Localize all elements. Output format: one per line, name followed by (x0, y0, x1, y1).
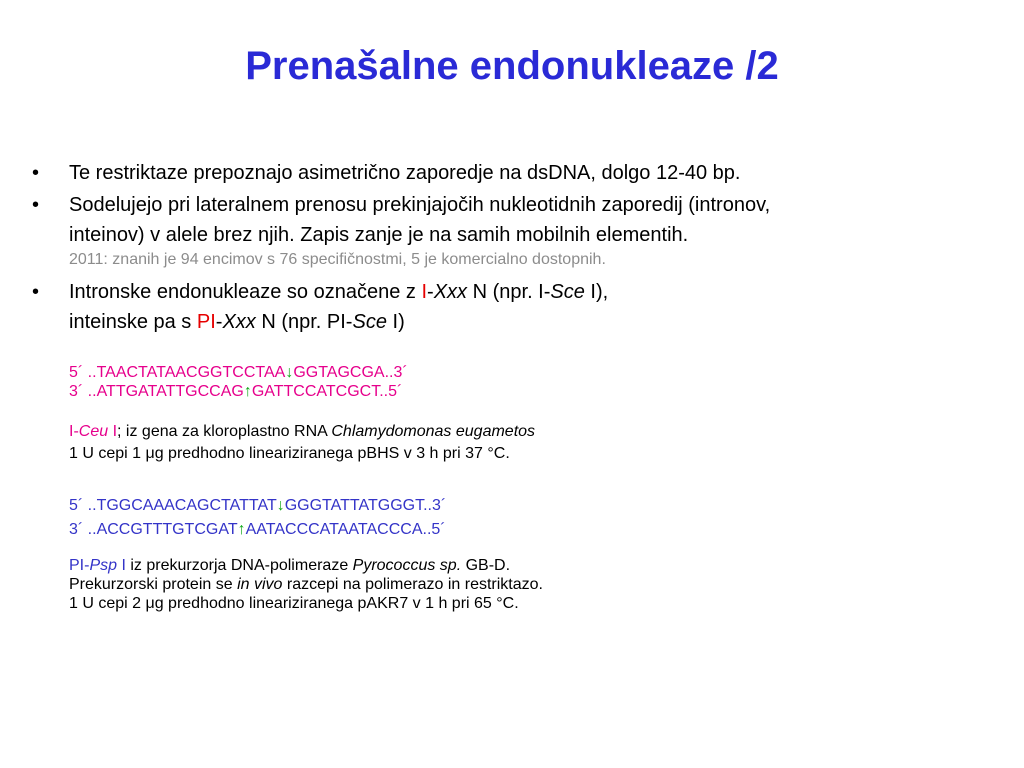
bullet-text-line: Intronske endonukleaze so označene z I-Xxx N (npr. I-Sce I), (69, 281, 609, 303)
psp-sequence (69, 494, 446, 542)
bullet-item-3 (32, 277, 1002, 337)
bullet-marker: • (32, 162, 40, 184)
ceu-description (69, 421, 535, 465)
enzyme-name: I-Ceu I (69, 423, 118, 440)
cleavage-conditions: 1 U cepi 2 μg predhodno lineariziranega pAKR7 v 1 h pri 65 °C. (69, 595, 519, 612)
organism-name: Pyrococcus sp. (352, 557, 462, 574)
bullet-marker: • (32, 194, 40, 216)
bullet-item-2 (32, 190, 1002, 271)
enzyme-name: PI-Psp I (69, 557, 126, 574)
bullet-text-line: Sodelujejo pri lateralnem prenosu prekinjajočih nukleotidnih zaporedij (intronov, (69, 194, 771, 216)
bullet-list (32, 158, 1002, 337)
sequence-top-strand: 5´ ..TGGCAAACAGCTATTAT↓GGGTATTATGGGT..3´ (69, 497, 447, 514)
cleavage-conditions: 1 U cepi 1 μg predhodno lineariziranega pBHS v 3 h pri 37 °C. (69, 445, 510, 462)
enzyme-line: I-Ceu I; iz gena za kloroplastno RNA Chlamydomonas eugametos (69, 423, 536, 440)
bullet-text-line: inteinov) v alele brez njih. Zapis zanje je na samih mobilnih elementih. (69, 224, 689, 246)
ceu-sequence (69, 363, 408, 401)
example-sce: Sce (550, 281, 585, 303)
bullet-item-1 (32, 158, 1002, 188)
intron-prefix: I (421, 281, 428, 303)
arrow-up-icon: ↑ (237, 521, 246, 538)
intein-prefix: PI (196, 311, 216, 333)
bullet-text: Te restriktaze prepoznajo asimetrično zaporedje na dsDNA, dolgo 12-40 bp. (69, 162, 741, 184)
arrow-down-icon: ↓ (276, 497, 285, 514)
bullet-text-line: inteinske pa s PI-Xxx N (npr. PI-Sce I) (69, 311, 405, 333)
example-sce: Sce (352, 311, 387, 333)
psp-description (69, 556, 543, 613)
bullet-marker: • (32, 281, 40, 303)
placeholder-xxx: Xxx (222, 311, 256, 333)
sequence-bottom-strand: 3´ ..ATTGATATTGCCAG↑GATTCCATCGCT..5´ (69, 383, 403, 400)
placeholder-xxx: Xxx (433, 281, 468, 303)
enzyme-line: PI-Psp I iz prekurzorja DNA-polimeraze Pyrococcus sp. GB-D. (69, 557, 511, 574)
arrow-up-icon: ↑ (243, 383, 252, 400)
organism-name: Chlamydomonas eugametos (331, 423, 536, 440)
arrow-down-icon: ↓ (285, 364, 294, 381)
slide-title: Prenašalne endonukleaze /2 (245, 44, 779, 88)
sequence-top-strand: 5´ ..TAACTATAACGGTCCTAA↓GGTAGCGA..3´ (69, 364, 408, 381)
bullet-note: 2011: znanih je 94 encimov s 76 specifičnostmi, 5 je komercialno dostopnih. (69, 251, 606, 268)
processing-note: Prekurzorski protein se in vivo razcepi na polimerazo in restriktazo. (69, 576, 543, 593)
sequence-bottom-strand: 3´ ..ACCGTTTGTCGAT↑AATACCCATAATACCCA..5´ (69, 521, 446, 538)
